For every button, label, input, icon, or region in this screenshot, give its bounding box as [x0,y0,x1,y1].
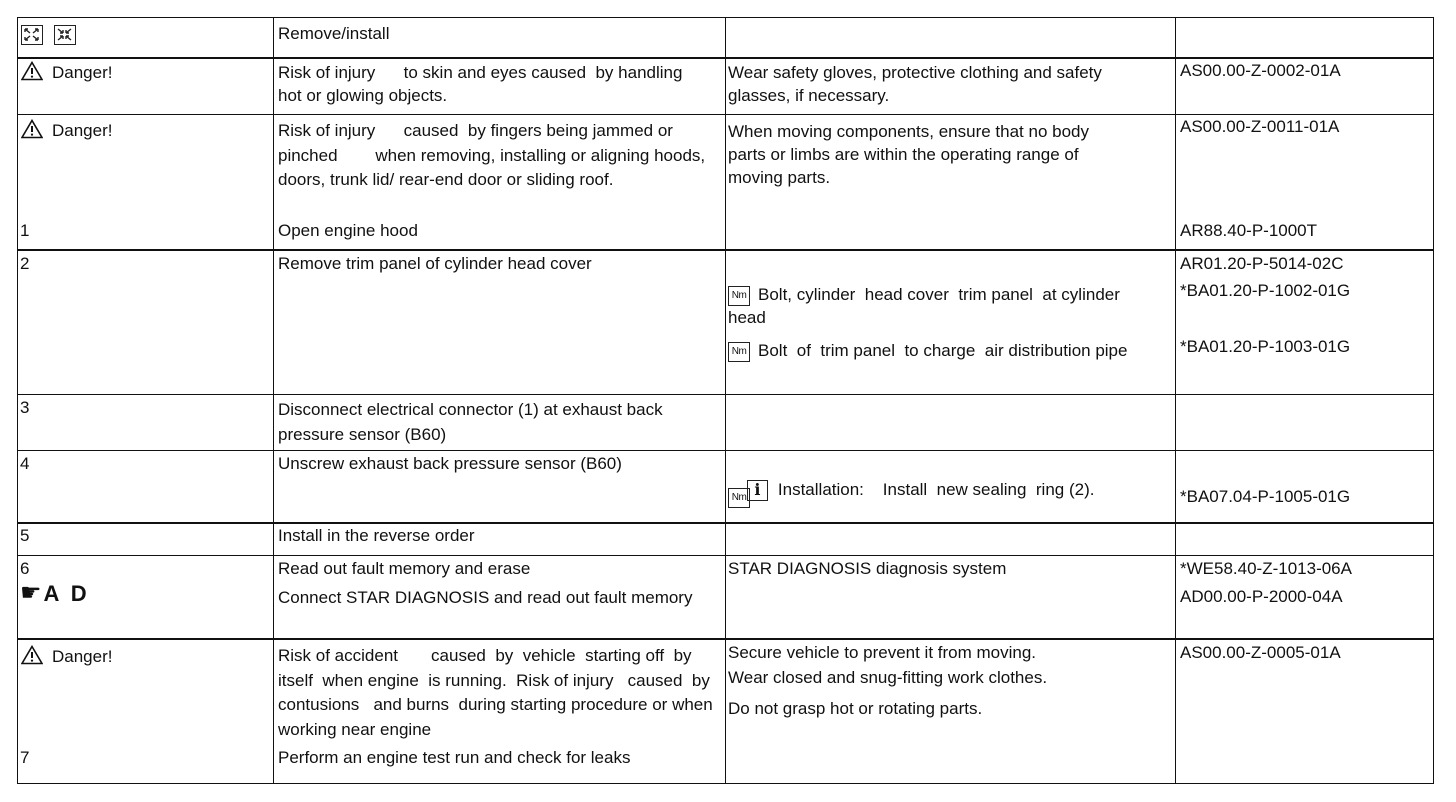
reference-link[interactable]: AS00.00-Z-0011-01A [1180,117,1340,136]
torque-spec [728,339,1158,362]
torque-icon[interactable]: Nm [728,488,750,508]
ad-text: A D [43,580,90,606]
step-number: 4 [20,454,30,473]
torque-icon[interactable]: Nm [728,342,750,362]
measure-text: STAR DIAGNOSIS diagnosis system [728,559,1007,578]
col-divider [273,17,274,784]
danger-label [21,119,112,142]
warning-icon [21,61,43,81]
reference-link[interactable]: *WE58.40-Z-1013-06A [1180,559,1352,578]
risk-text: Risk of injury to skin and eyes caused by handling hot or glowing objects. [278,63,688,105]
reference-link[interactable]: AR88.40-P-1000T [1180,221,1318,240]
danger-text: Danger! [52,121,113,140]
page-title: Remove/install [278,24,390,43]
col-divider [725,17,726,784]
danger-label [21,645,112,668]
risk-text: Risk of injury caused by fingers being jammed or pinched when removing, installing or aligning hoods, doors, trunk lid/ rear-end door or sliding roof. [278,121,710,189]
ad-label [20,579,90,607]
installation-note [728,457,1094,523]
measure-text: Do not grasp hot or rotating parts. [728,699,983,718]
step-number: 7 [20,748,30,767]
step-text: Read out fault memory and erase [278,559,531,578]
reference-link[interactable]: *BA01.20-P-1002-01G [1180,281,1351,300]
col-divider [17,17,18,784]
step-number: 1 [20,221,30,240]
torque-spec [728,486,758,508]
note-text: Installation: Install new sealing ring (2). [777,480,1095,499]
reference-link[interactable]: AD00.00-P-2000-04A [1180,587,1343,606]
torque-spec [728,283,1148,329]
col-divider [1175,17,1176,784]
measure-text: Wear closed and snug-fitting work clothes. [728,668,1048,687]
reference-link[interactable]: AS00.00-Z-0005-01A [1180,643,1341,662]
danger-label [21,61,112,84]
pointing-hand-icon: ☛ [20,579,42,607]
measure-text: Secure vehicle to prevent it from moving. [728,643,1037,662]
warning-icon [21,645,43,665]
step-text: Remove trim panel of cylinder head cover [278,254,592,273]
reference-link[interactable]: *BA01.20-P-1003-01G [1180,337,1351,356]
measure-text: Wear safety gloves, protective clothing and safety glasses, if necessary. [728,63,1102,105]
measure-text: When moving components, ensure that no body parts or limbs are within the operating range of moving parts. [728,122,1089,187]
step-subtext: Connect STAR DIAGNOSIS and read out fault memory [278,588,693,607]
risk-text: Risk of accident caused by vehicle starting off by itself when engine is running. Risk of injury caused by contusions and burns during starting procedure or when working near engine [278,646,718,739]
procedure-table [17,17,1434,784]
step-text: Disconnect electrical connector (1) at exhaust back pressure sensor (B60) [278,400,663,444]
info-icon[interactable]: i [747,480,768,501]
step-text: Unscrew exhaust back pressure sensor (B60) [278,454,622,473]
reference-link[interactable]: *BA07.04-P-1005-01G [1180,487,1351,506]
col-divider [1433,17,1434,784]
step-number: 6 [20,559,30,578]
warning-icon [21,119,43,139]
torque-text: Bolt of trim panel to charge air distribution pipe [758,341,1128,360]
step-number: 5 [20,526,30,545]
reference-link[interactable]: AS00.00-Z-0002-01A [1180,61,1341,80]
step-number: 2 [20,254,30,273]
danger-text: Danger! [52,63,113,82]
torque-icon[interactable]: Nm [728,286,750,306]
header-icons [21,23,87,45]
reference-link[interactable]: AR01.20-P-5014-02C [1180,254,1344,273]
step-text: Open engine hood [278,221,418,240]
step-number: 3 [20,398,30,417]
expand-icon[interactable] [21,25,43,45]
torque-text: Bolt, cylinder head cover trim panel at cylinder head [728,285,1125,327]
collapse-icon[interactable] [54,25,76,45]
danger-text: Danger! [52,647,113,666]
step-text: Perform an engine test run and check for leaks [278,748,631,767]
step-text: Install in the reverse order [278,526,475,545]
